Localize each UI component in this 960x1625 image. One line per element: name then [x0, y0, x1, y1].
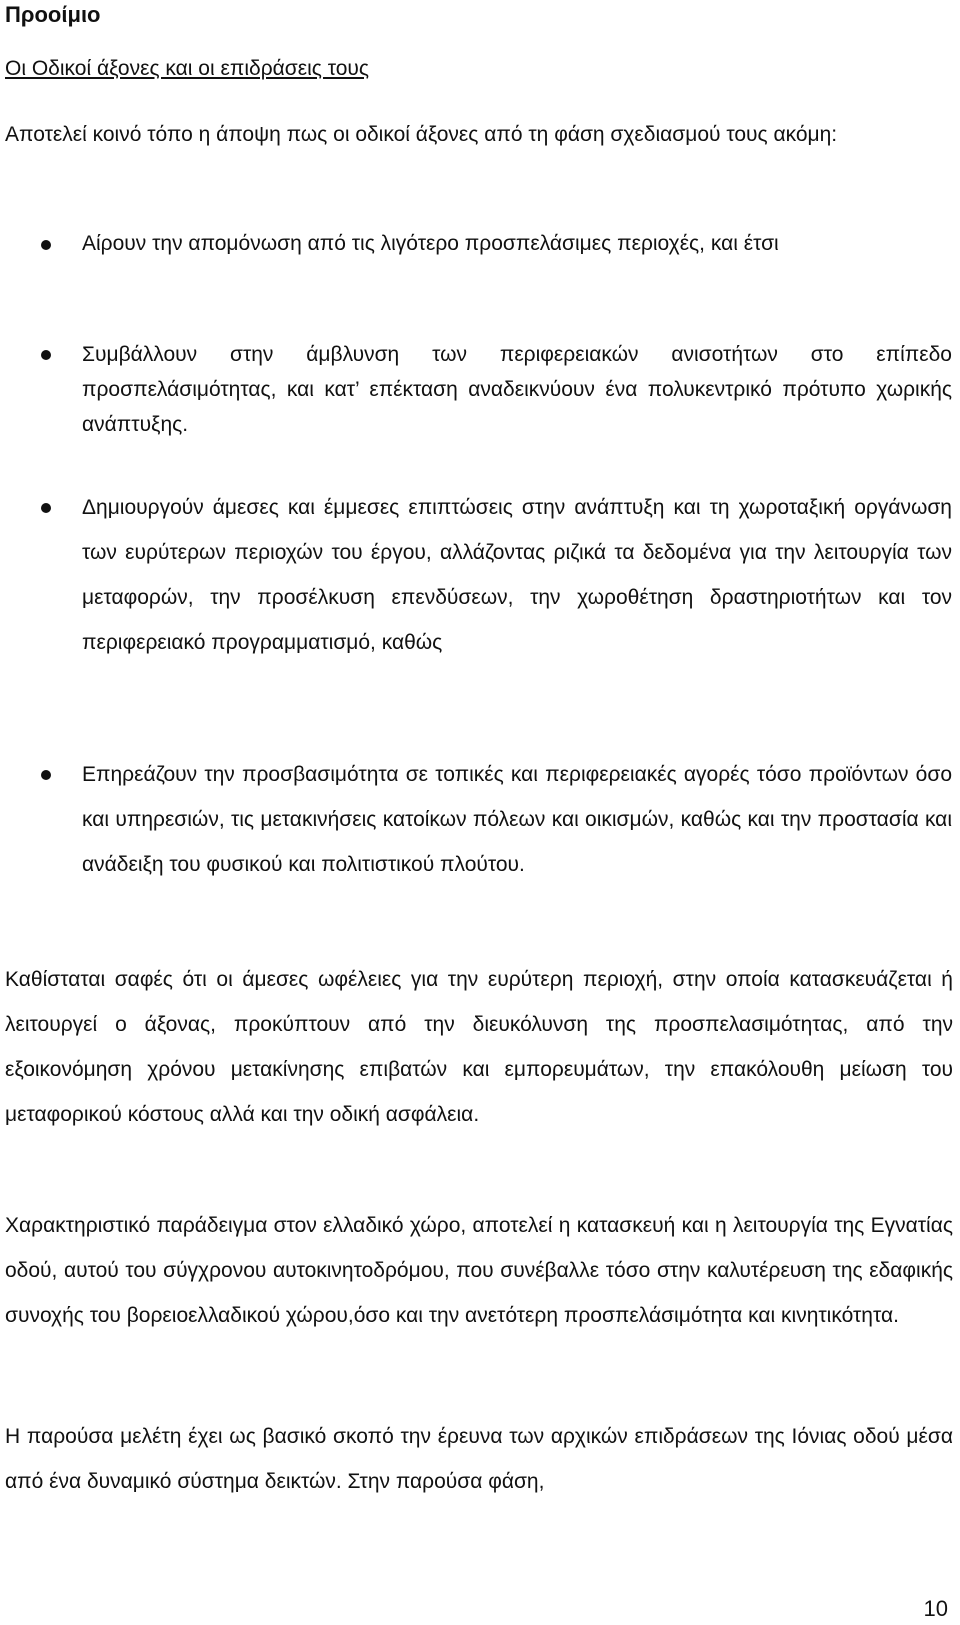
body-paragraph: Η παρούσα μελέτη έχει ως βασικό σκοπό την έρευνα των αρχικών επιδράσεων της Ιόνιας οδού μέσα από ένα δυναμικό σύστημα δεικτών. Στην παρούσα φάση,: [5, 1425, 953, 1493]
bullet-dot-icon: [41, 240, 51, 250]
body-paragraph: Χαρακτηριστικό παράδειγμα στον ελλαδικό χώρο, αποτελεί η κατασκευή και η λειτουργία της Εγνατίας οδού, αυτού του σύγχρονου αυτοκινητοδρόμου, που συνέβαλλε τόσο στην καλυτέρευση της εδαφικής συνοχής του βορειοελλαδικού χώρου,όσο και την ανετότερη προσπελάσιμότητα και κινητικότητα.: [5, 1214, 953, 1327]
body-paragraph: Καθίσταται σαφές ότι οι άμεσες ωφέλειες για την ευρύτερη περιοχή, στην οποία κατασκευάζεται ή λειτουργεί ο άξονας, προκύπτουν από την διευκόλυνση της προσπελασιμότητας, από την εξοικονόμηση χρόνου μετακίνησης επιβατών και εμπορευμάτων, την επακόλουθη μείωση του μεταφορικού κόστους αλλά και την οδική ασφάλεια.: [5, 968, 953, 1126]
bullet-text: Δημιουργούν άμεσες και έμμεσες επιπτώσεις στην ανάπτυξη και τη χωροταξική οργάνωση των ευρύτερων περιοχών του έργου, αλλάζοντας ριζικά τα δεδομένα για την λειτουργία των μεταφορών, την προσέλκυση επενδύσεων, την χωροθέτηση δραστηριοτήτων και τον περιφερειακό προγραμματισμό, καθώς: [82, 496, 952, 654]
bullet-text: Επηρεάζουν την προσβασιμότητα σε τοπικές και περιφερειακές αγορές τόσο προϊόντων όσο και υπηρεσιών, τις μετακινήσεις κατοίκων πόλεων και οικισμών, καθώς και την προστασία και ανάδειξη του φυσικού και πολιτιστικού πλούτου.: [82, 763, 952, 876]
bullet-dot-icon: [41, 503, 51, 513]
bullet-text: Συμβάλλουν στην άμβλυνση των περιφερειακών ανισοτήτων στο επίπεδο προσπελάσιμότητας, και κατ’ επέκταση αναδεικνύουν ένα πολυκεντρικό πρότυπο χωρικής ανάπτυξης.: [82, 343, 952, 436]
intro-paragraph: Αποτελεί κοινό τόπο η άποψη πως οι οδικοί άξονες από τη φάση σχεδιασμού τους ακόμη:: [5, 123, 838, 146]
page-heading: Προοίμιο: [5, 2, 101, 27]
section-subheading: Οι Οδικοί άξονες και οι επιδράσεις τους: [5, 57, 370, 80]
bullet-dot-icon: [41, 350, 51, 360]
page-number: 10: [923, 1596, 948, 1621]
bullet-text: Αίρουν την απομόνωση από τις λιγότερο προσπελάσιμες περιοχές, και έτσι: [82, 232, 779, 255]
bullet-dot-icon: [41, 770, 51, 780]
